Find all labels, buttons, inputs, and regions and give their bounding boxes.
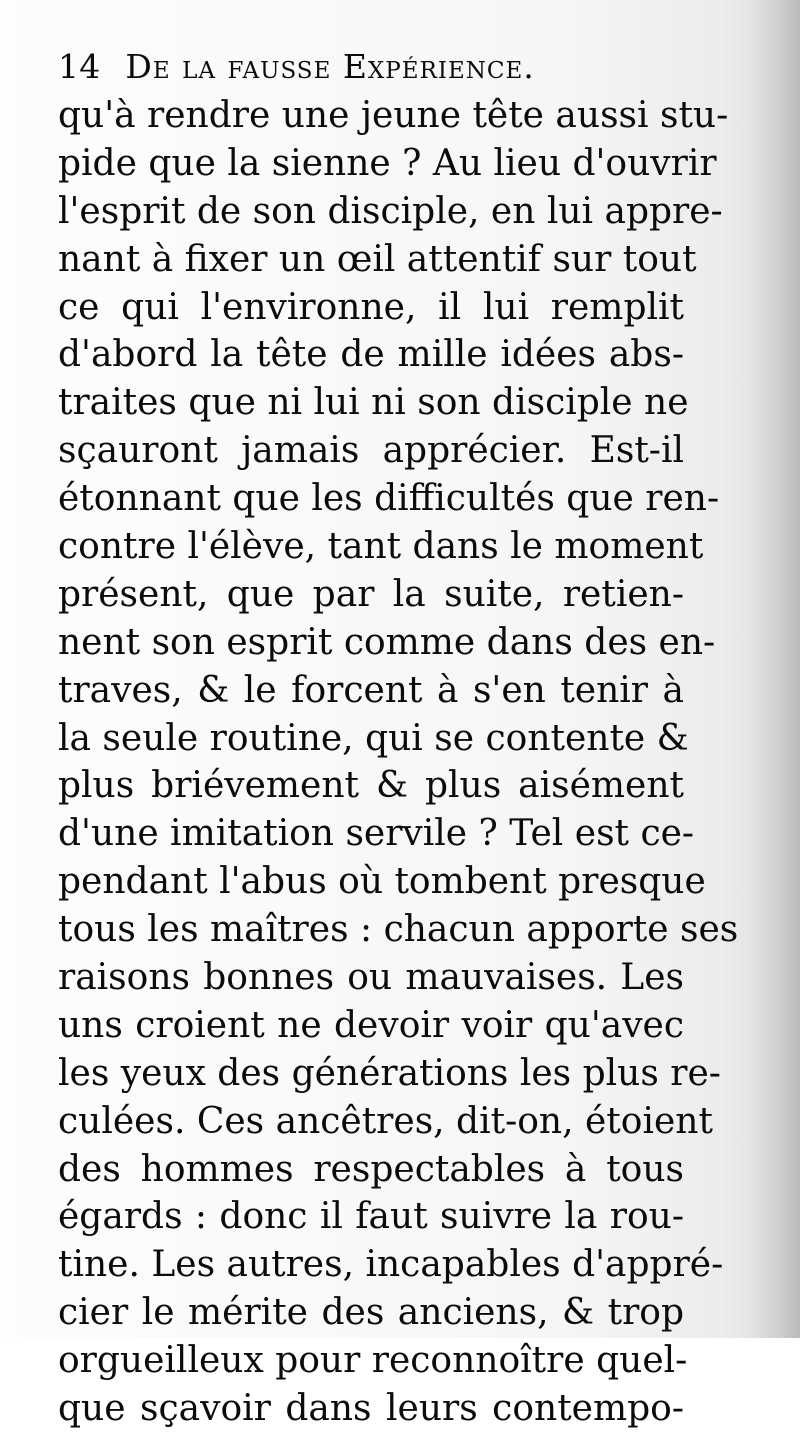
text-line: uns croient ne devoir voir qu'avec bbox=[58, 1004, 684, 1046]
text-line: contre l'élève, tant dans le moment bbox=[58, 526, 704, 568]
text-line: raisons bonnes ou mauvaises. Les bbox=[58, 957, 684, 999]
text-line: ce qui l'environne, il lui remplit bbox=[58, 286, 684, 328]
page-number: 14 bbox=[58, 47, 101, 86]
page-edge-shadow bbox=[748, 0, 800, 1338]
text-line: que sçavoir dans leurs contempo- bbox=[58, 1388, 684, 1430]
text-line: des hommes respectables à tous bbox=[58, 1148, 684, 1190]
text-line: traites que ni lui ni son disciple ne bbox=[58, 382, 689, 424]
text-line: égards : donc il faut suivre la rou- bbox=[58, 1196, 684, 1238]
text-line: l'esprit de son disciple, en lui appre- bbox=[58, 190, 723, 232]
running-header bbox=[58, 42, 684, 92]
text-line: qu'à rendre une jeune tête aussi stu- bbox=[58, 95, 729, 136]
text-line: les yeux des générations les plus re- bbox=[58, 1052, 721, 1094]
text-line: nent son esprit comme dans des en- bbox=[58, 621, 716, 663]
body-text bbox=[58, 92, 739, 1433]
text-line: étonnant que les difficultés que ren- bbox=[58, 478, 720, 520]
text-line: culées. Ces ancêtres, dit-on, étoient bbox=[58, 1100, 713, 1142]
text-line: pide que la sienne ? Au lieu d'ouvrir bbox=[58, 142, 717, 184]
text-line: nant à fixer un œil attentif sur tout bbox=[58, 238, 697, 280]
text-line: d'abord la tête de mille idées abs- bbox=[58, 334, 684, 376]
running-title: De la fausse Expérience. bbox=[125, 47, 535, 86]
text-line: sçauront jamais apprécier. Est-il bbox=[58, 430, 684, 472]
text-line: traves, & le forcent à s'en tenir à bbox=[58, 669, 684, 711]
text-line: présent, que par la suite, retien- bbox=[58, 573, 684, 615]
text-line: tous les maîtres : chacun apporte ses bbox=[58, 909, 739, 951]
text-line: plus briévement & plus aisément bbox=[58, 765, 684, 807]
text-line: tine. Les autres, incapables d'appré- bbox=[58, 1244, 724, 1286]
text-line: d'une imitation servile ? Tel est ce- bbox=[58, 813, 695, 855]
text-line: pendant l'abus où tombent presque bbox=[58, 861, 706, 903]
text-line: la seule routine, qui se contente & bbox=[58, 717, 689, 759]
text-line: cier le mérite des anciens, & trop bbox=[58, 1292, 684, 1334]
text-line: orgueilleux pour reconnoître quel- bbox=[58, 1340, 688, 1382]
text-block bbox=[58, 42, 739, 1433]
